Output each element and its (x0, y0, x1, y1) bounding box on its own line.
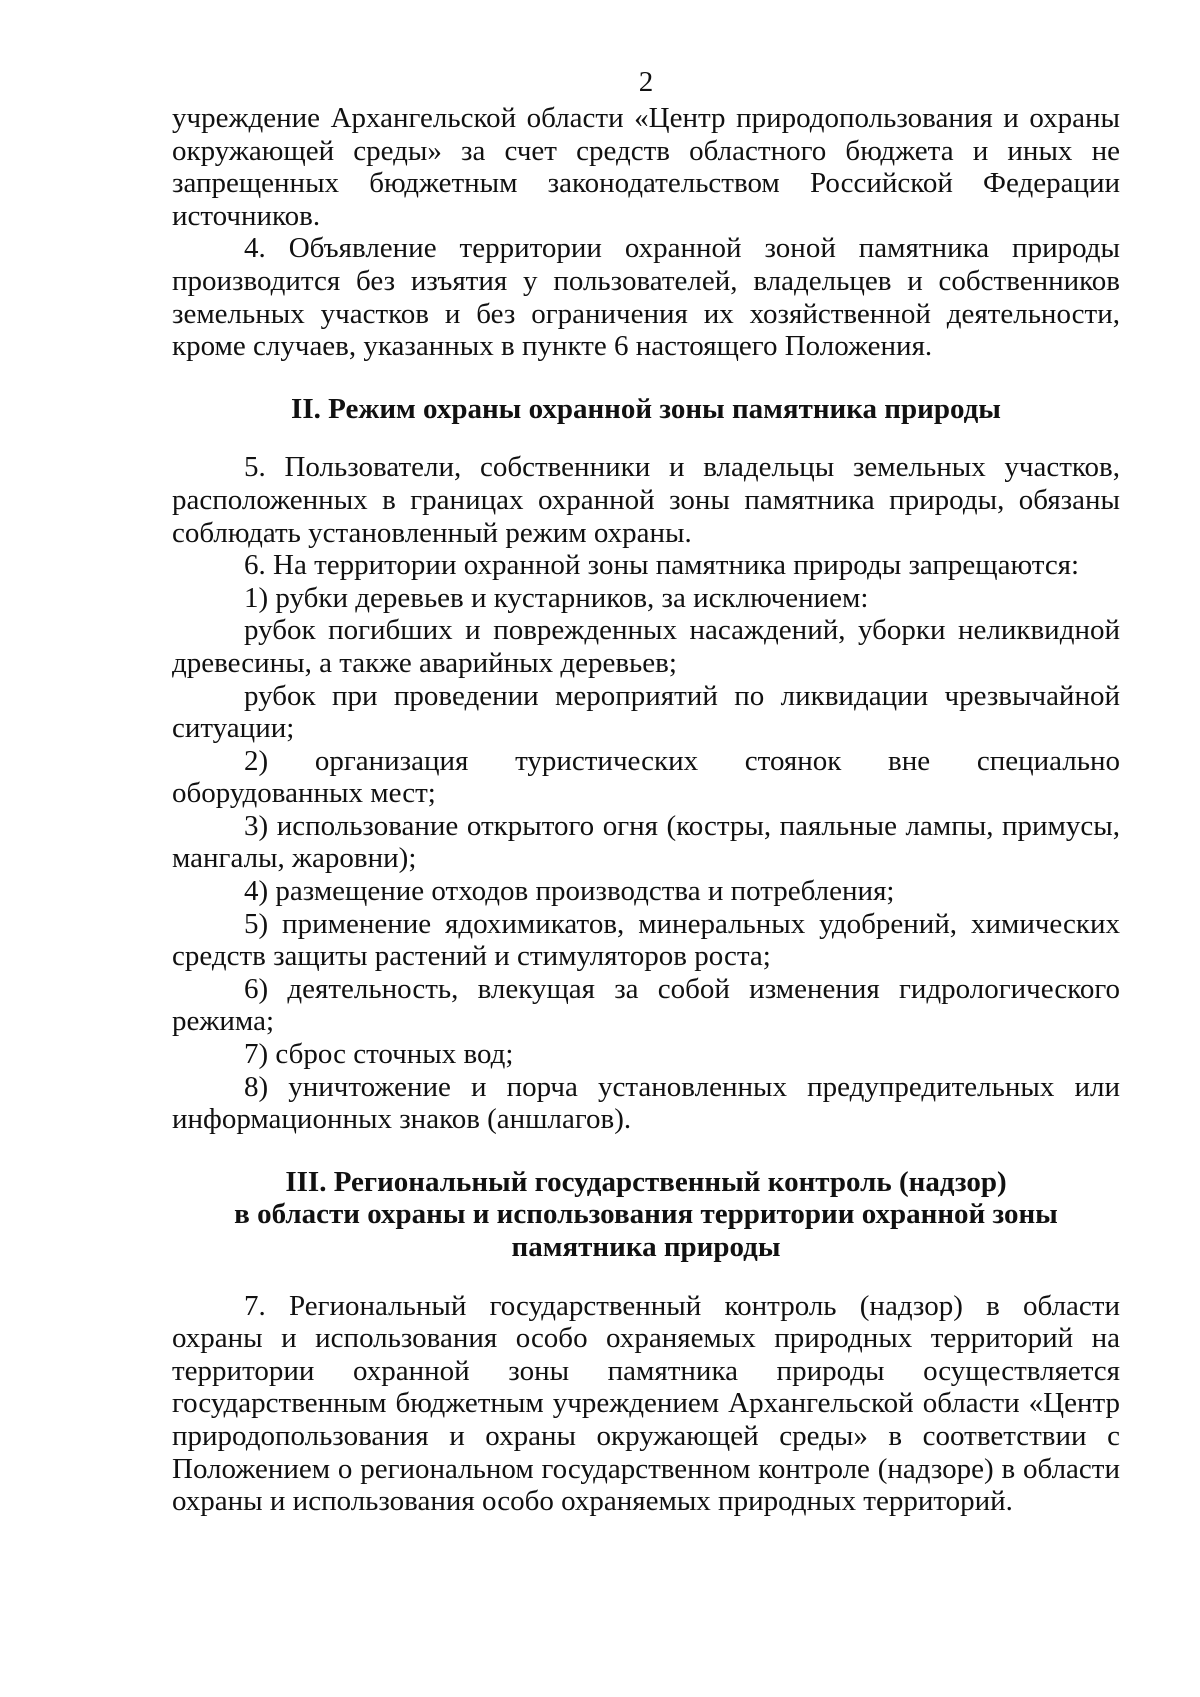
paragraph-item-4: 4. Объявление территории охранной зоной памятника природы производится без изъятия у пользователей, владельцев и собственников земельных участков и без ограничения их хозяйственной деятельности, кроме случаев, указанных в пункте 6 настоящего Положения. (172, 232, 1120, 363)
paragraph-item-6-1-b: рубок при проведении мероприятий по ликвидации чрезвычайной ситуации; (172, 679, 1120, 745)
section-3-heading-line-2: в области охраны и использования территории охранной зоны (234, 1198, 1058, 1231)
paragraph-item-6-5: 5) применение ядохимикатов, минеральных удобрений, химических средств защиты растений и стимуляторов роста; (172, 907, 1120, 973)
paragraph-item-5: 5. Пользователи, собственники и владельцы земельных участков, расположенных в границах охранной зоны памятника природы, обязаны соблюдать установленный режим охраны. (172, 451, 1120, 549)
paragraph-item-6: 6. На территории охранной зоны памятника природы запрещаются: (244, 549, 1080, 582)
section-2-heading: II. Режим охраны охранной зоны памятника природы (291, 392, 1001, 425)
paragraph-item-6-7: 7) сброс сточных вод; (244, 1038, 514, 1071)
section-3-heading (172, 1166, 1120, 1264)
paragraph-item-6-1: 1) рубки деревьев и кустарников, за исключением: (244, 581, 869, 614)
paragraph-item-7: 7. Региональный государственный контроль (надзор) в области охраны и использования особо охраняемых природных территорий на территории охранной зоны памятника природы осуществляется государственным бюджетным учреждением Архангельской области «Центр природопользования и охраны окружающей среды» в соответствии с Положением о региональном государственном контроле (надзоре) в области охраны и использования особо охраняемых природных территорий. (172, 1289, 1120, 1518)
paragraph-item-6-1-a: рубок погибших и поврежденных насаждений, уборки неликвидной древесины, а также аварийных деревьев; (172, 614, 1120, 679)
paragraph-item-6-8: 8) уничтожение и порча установленных предупредительных или информационных знаков (аншлагов). (172, 1070, 1120, 1136)
section-3-heading-line-1: III. Региональный государственный контроль (надзор) (285, 1165, 1007, 1198)
paragraph-item-6-4: 4) размещение отходов производства и потребления; (244, 875, 895, 908)
paragraph-item-6-2: 2) организация туристических стоянок вне специально оборудованных мест; (172, 744, 1120, 810)
paragraph-item-6-3: 3) использование открытого огня (костры, паяльные лампы, примусы, мангалы, жаровни); (172, 809, 1120, 875)
section-3-heading-line-3: памятника природы (511, 1231, 781, 1263)
paragraph-item-6-6: 6) деятельность, влекущая за собой изменения гидрологического режима; (172, 972, 1120, 1038)
document-page (172, 62, 1120, 1518)
page-number: 2 (638, 66, 654, 98)
intro-paragraph: учреждение Архангельской области «Центр природопользования и охраны окружающей среды» за счет средств областного бюджета и иных не запрещенных бюджетным законодательством Российской Федерации источников. (172, 102, 1120, 232)
